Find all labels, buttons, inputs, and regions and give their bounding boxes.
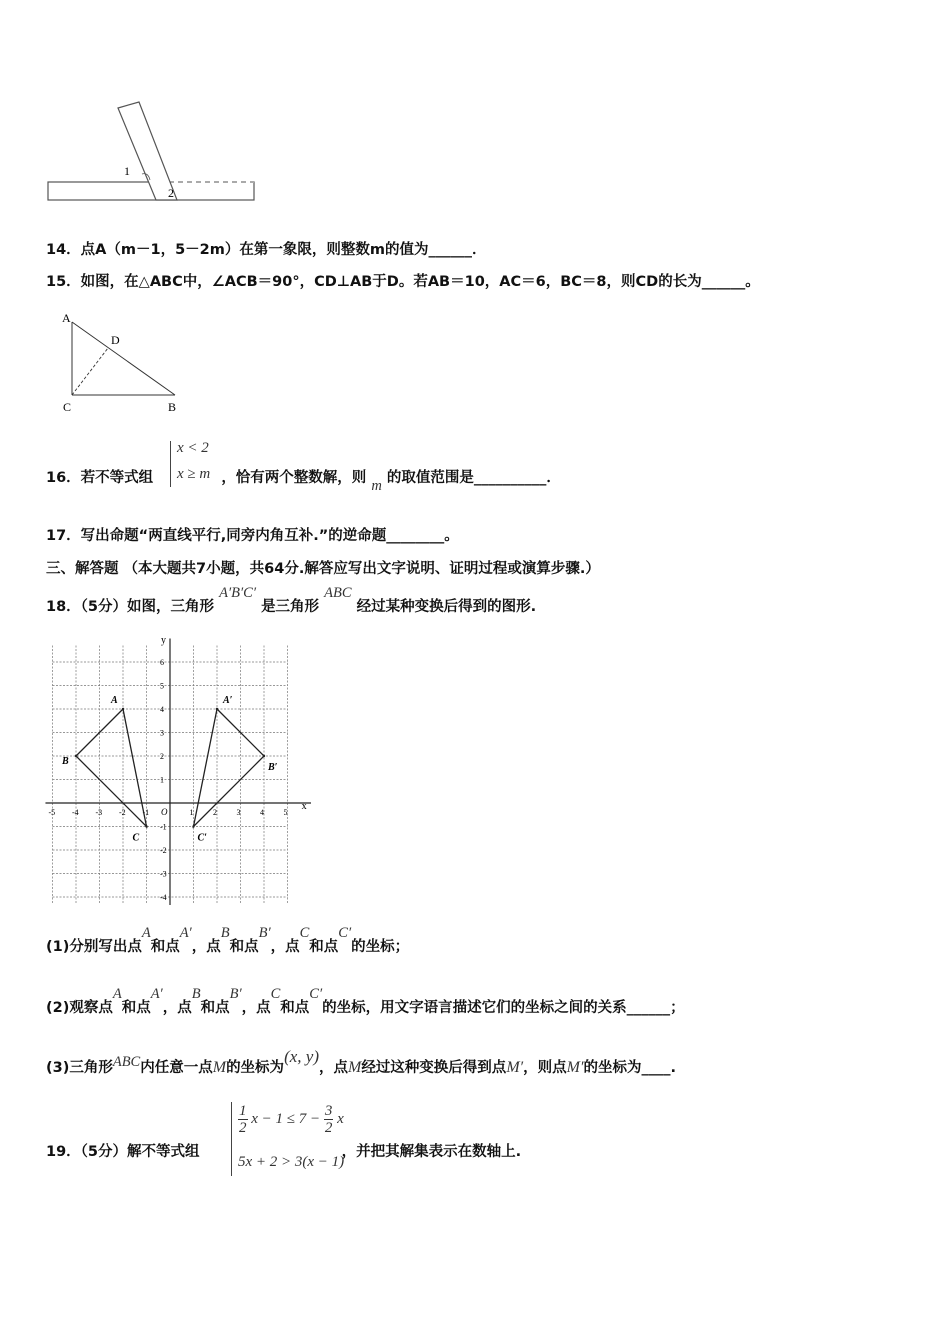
s2-t1: (2)观察点 bbox=[46, 1000, 113, 1016]
s3-M3: M′ bbox=[566, 1059, 584, 1076]
question-17: 17．写出命题“两直线平行,同旁内角互补.”的逆命题________。 bbox=[46, 528, 459, 544]
s3-tri: ABC bbox=[112, 1054, 141, 1070]
x-tick-label: 1 bbox=[189, 808, 194, 817]
question-14: 14．点A（m－1，5－2m）在第一象限，则整数m的值为______． bbox=[46, 242, 487, 258]
s2-t4: 和点 bbox=[200, 1000, 230, 1016]
y-tick-label: -3 bbox=[160, 869, 167, 879]
vertex-label: B bbox=[62, 756, 69, 767]
question-15: 15．如图，在△ABC中，∠ACB＝90°，CD⊥AB于D。若AB＝10，AC＝6，BC＝8，则CD的长为______。 bbox=[46, 274, 760, 290]
s3-M1: M bbox=[347, 1059, 362, 1076]
s1-t1: (1)分别写出点 bbox=[46, 939, 142, 955]
s1-A: A bbox=[141, 925, 151, 941]
s3-M2: M′ bbox=[506, 1059, 524, 1076]
q19-frac2-den: 2 bbox=[324, 1120, 333, 1136]
s2-t3: ，点 bbox=[162, 1000, 192, 1016]
triangle-abc-prime bbox=[194, 709, 265, 827]
vertex-point bbox=[216, 708, 218, 710]
s3-coord: (x, y) bbox=[284, 1047, 319, 1066]
q19-line1-end: x bbox=[337, 1110, 344, 1127]
angle-2-label: 2 bbox=[168, 186, 174, 200]
q19-frac1-den: 2 bbox=[239, 1120, 247, 1136]
q19-line-1 bbox=[238, 1103, 344, 1136]
triangle-figure bbox=[58, 308, 188, 418]
section-3-heading: 三、解答题 （本大题共7小题，共64分.解答应写出文字说明、证明过程或演算步骤.） bbox=[46, 561, 600, 577]
s3-t2: 内任意一点 bbox=[140, 1060, 213, 1076]
s2-t5: ，点 bbox=[241, 1000, 271, 1016]
q18-suffix: 经过某种变换后得到的图形. bbox=[356, 599, 537, 615]
s2-C2: C′ bbox=[309, 986, 323, 1002]
sub-question-3 bbox=[46, 1047, 676, 1077]
x-axis-label: x bbox=[301, 801, 307, 812]
s1-t7: 的坐标； bbox=[351, 939, 410, 955]
sub-question-1 bbox=[46, 925, 410, 956]
s2-B2: B′ bbox=[229, 986, 242, 1002]
x-tick-label: -4 bbox=[72, 808, 79, 817]
y-tick-label: 5 bbox=[160, 681, 164, 691]
s1-t2: 和点 bbox=[150, 939, 180, 955]
s1-t4: 和点 bbox=[229, 939, 259, 955]
s2-A2: A′ bbox=[150, 986, 163, 1002]
q16-var-m: m bbox=[371, 478, 382, 494]
s3-t3: 的坐标为 bbox=[226, 1060, 285, 1076]
q18-mid: 是三角形 bbox=[261, 599, 320, 615]
y-tick-label: 4 bbox=[160, 705, 164, 714]
q19-frac2-num: 3 bbox=[324, 1103, 333, 1119]
x-tick-label: -3 bbox=[95, 808, 103, 817]
label-b: B bbox=[168, 400, 177, 414]
s1-t5: ，点 bbox=[270, 939, 300, 955]
y-tick-label: -4 bbox=[160, 893, 167, 902]
vertex-point bbox=[75, 755, 77, 757]
q16-mid: ，恰有两个整数解，则 bbox=[221, 470, 367, 486]
s2-t6: 和点 bbox=[280, 1000, 310, 1016]
x-tick-label: 3 bbox=[236, 808, 241, 817]
label-a: A bbox=[62, 311, 71, 325]
y-tick-label: -1 bbox=[160, 822, 167, 832]
q18-tri-prime: A′B′C′ bbox=[219, 585, 256, 601]
s1-t3: ，点 bbox=[191, 939, 221, 955]
x-tick-label: -1 bbox=[142, 808, 150, 817]
s1-B: B bbox=[220, 925, 230, 941]
side-ab bbox=[72, 322, 175, 395]
x-tick-label: 2 bbox=[213, 808, 217, 817]
vertex-point bbox=[145, 825, 147, 827]
vertex-label: A bbox=[111, 695, 118, 706]
vertex-point bbox=[192, 825, 194, 827]
s3-t6: ，则点 bbox=[523, 1060, 567, 1076]
coordinate-grid bbox=[40, 635, 320, 905]
q19-prefix: 19．（5分）解不等式组 bbox=[46, 1144, 200, 1160]
y-tick-label: 6 bbox=[160, 658, 164, 667]
altitude-cd bbox=[72, 348, 108, 395]
s3-t4: ，点 bbox=[318, 1060, 348, 1076]
s2-B: B bbox=[191, 986, 201, 1002]
triangle-abc bbox=[76, 709, 147, 827]
s1-C: C bbox=[299, 925, 310, 941]
y-tick-label: -2 bbox=[160, 846, 167, 855]
s3-t1: (3)三角形 bbox=[46, 1060, 113, 1076]
question-18 bbox=[46, 585, 537, 616]
q19-line1-mid: x − 1 ≤ 7 − bbox=[251, 1110, 321, 1127]
q18-prefix: 18．（5分）如图，三角形 bbox=[46, 599, 215, 615]
q19-brace bbox=[231, 1102, 232, 1176]
s3-M: M bbox=[212, 1059, 227, 1076]
question-16 bbox=[46, 466, 561, 494]
s2-t7: 的坐标，用文字语言描述它们的坐标之间的关系______； bbox=[322, 1000, 685, 1016]
s1-A2: A′ bbox=[179, 925, 192, 941]
x-tick-label: 4 bbox=[260, 808, 264, 817]
s1-C2: C′ bbox=[338, 925, 352, 941]
q19-suffix: ，并把其解集表示在数轴上. bbox=[341, 1144, 522, 1160]
angle-1-label: 1 bbox=[124, 164, 130, 178]
vertex-label: C′ bbox=[197, 832, 207, 844]
s3-t5: 经过这种变换后得到点 bbox=[361, 1060, 507, 1076]
q18-tri-abc: ABC bbox=[324, 585, 352, 601]
vertex-point bbox=[122, 708, 124, 710]
s1-t6: 和点 bbox=[309, 939, 339, 955]
origin-label: O bbox=[161, 807, 168, 817]
q19-frac1-num: 1 bbox=[239, 1103, 247, 1119]
sub-question-2 bbox=[46, 986, 685, 1017]
ruler-figure bbox=[44, 96, 264, 208]
y-tick-label: 2 bbox=[160, 752, 164, 761]
s2-C: C bbox=[270, 986, 281, 1002]
q16-ineq-2: x ≥ m bbox=[177, 466, 211, 482]
x-tick-label: -2 bbox=[119, 808, 126, 817]
vertex-label: A′ bbox=[223, 695, 233, 706]
q19-line-2: 5x + 2 > 3(x − 1) bbox=[238, 1154, 345, 1170]
y-tick-label: 3 bbox=[160, 728, 164, 738]
label-c: C bbox=[63, 400, 72, 414]
s2-t2: 和点 bbox=[121, 1000, 151, 1016]
vertex-label: B′ bbox=[268, 762, 278, 773]
vertex-point bbox=[263, 755, 265, 757]
x-tick-label: -5 bbox=[48, 808, 56, 817]
q16-suffix: 的取值范围是__________． bbox=[386, 470, 561, 486]
s1-B2: B′ bbox=[258, 925, 271, 941]
q16-brace bbox=[170, 441, 171, 487]
vertex-label: C bbox=[132, 832, 140, 844]
s3-t7: 的坐标为____. bbox=[583, 1060, 676, 1076]
y-tick-label: 1 bbox=[160, 775, 164, 785]
x-tick-label: 5 bbox=[283, 808, 288, 817]
q16-ineq-1: x < 2 bbox=[177, 440, 209, 456]
label-d: D bbox=[111, 333, 120, 347]
q16-prefix: 16．若不等式组 bbox=[46, 470, 154, 486]
s2-A: A bbox=[112, 986, 122, 1002]
y-axis-label: y bbox=[161, 635, 166, 647]
